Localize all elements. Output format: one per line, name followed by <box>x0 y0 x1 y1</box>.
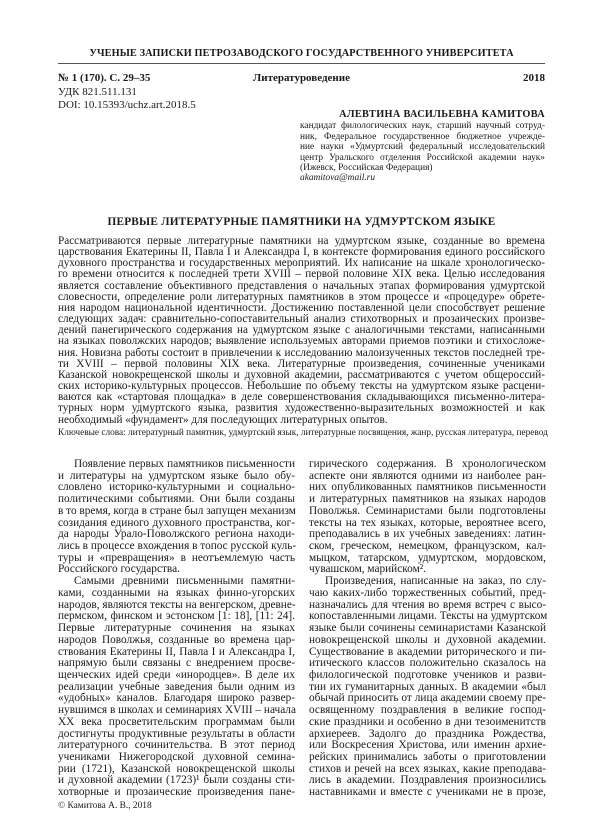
text-line: следующих задач: сравнительно-сопоставительный анализ стихотворных и прозаических произве- <box>58 313 545 326</box>
text-line: Существование в академии риторического и пи- <box>309 645 546 658</box>
text-line: словлено историко-культурными и социально- <box>58 481 295 494</box>
text-line: освященному поздравления в великие господ- <box>309 704 546 717</box>
text-line: в то время, когда в стране был запущен механизм <box>58 504 296 517</box>
text-line: Казанской новокрещенской школы и духовной академии, рассматриваются с учетом общероссий- <box>58 368 545 381</box>
text-line: новокрещенской школы и духовной академии. <box>309 633 546 646</box>
text-line: и духовной академии (1723)¹ были созданы сти- <box>58 774 295 787</box>
keywords: Ключевые слова: литературный памятник, удмуртский язык, литературные посвящения, жанр, русская литература, перевод <box>58 428 548 438</box>
text-line: ния народом национальной идентичности. Достижению поставленной цели способствует решение <box>58 301 545 314</box>
text-line: аспекте они являются одними из наиболее ран- <box>309 469 546 482</box>
body-column-right <box>309 459 546 799</box>
text-line: туры и «превращения» в неотъемлемую часть <box>58 551 295 564</box>
text-line: созидания единого духовного пространства, ког- <box>58 516 295 529</box>
text-line: турных норм удмуртского языка, развития художественно-выразительных возможностей и как <box>58 402 545 415</box>
text-line: тии их гуманитарных данных. В академии «был <box>309 680 546 693</box>
text-line: да народы Урало-Поволжского региона находи- <box>58 528 295 541</box>
text-line: и литературы на удмуртском языке было обу- <box>58 469 295 482</box>
text-line: рии (1721), Казанской новокрещенской школы <box>58 762 295 775</box>
author-affiliation-line: ние науки «Удмуртский федеральный исследовательский <box>300 142 545 153</box>
text-line: лись в процессе вхождения в топос русской куль- <box>58 540 297 553</box>
text-line: ские праздники и особенно в дни тезоименитств <box>309 715 546 728</box>
author-affiliation-line: ник, Федеральное государственное бюджетное учрежде- <box>300 131 545 142</box>
text-line: Появление первых памятников письменности <box>74 458 295 470</box>
text-line: достигнуты продуктивные результаты в области <box>58 727 295 740</box>
text-line: ваются как «стартовая площадка» в деле совершенствования складывающихся письменно-литера- <box>58 391 545 404</box>
text-line: народов Поволжья, созданные во времена цар- <box>58 633 295 646</box>
issue-year: 2018 <box>523 72 545 84</box>
text-line: дений панегирического содержания на удмуртском языке с аналогичными текстами, написанными <box>58 324 545 337</box>
text-line: преподавались в их учебных заведениях: латин- <box>309 528 546 541</box>
text-line: ния. Новизна работы состоит в привлечении к исследованию малоизученных текстов последней тре- <box>58 346 545 359</box>
text-line: напрямую были связаны с внедрением просве- <box>58 657 295 670</box>
udk-code: УДК 821.511.131 <box>58 86 137 98</box>
text-line: народов, являются тексты на венгерском, древне- <box>58 598 296 611</box>
text-line: нувшимся в школах и семинариях XVIII – начала <box>58 704 296 717</box>
text-line: реализации учебные заведения были одним из <box>58 680 295 693</box>
text-line: обычай приносить от лица академии своему пре- <box>309 692 546 705</box>
doi: DOI: 10.15393/uchz.art.2018.5 <box>58 99 196 111</box>
text-line: Произведения, написанные на заказ, по слу- <box>325 575 546 588</box>
author-email[interactable]: akamitova@mail.ru <box>300 173 376 184</box>
text-line: или Воскресения Христова, или именин архие- <box>309 739 546 752</box>
text-line: на языках поволжских народов; выявление используемых авторами приемов поэтики и стихосложе- <box>58 335 545 348</box>
text-line: политическими событиями. Они были созданы <box>58 493 295 506</box>
text-line: чаю каких-либо торжественных событий, пред- <box>309 586 546 599</box>
text-line: пермском, финском и эстонском [1: 18], [11: 24]. <box>58 610 295 623</box>
text-line: Поволжья. Семинаристами были подготовлены <box>309 504 546 517</box>
text-line: «удобных» каналов. Благодаря широко развер- <box>58 692 295 705</box>
text-line: тексты на тех языках, которые, вероятнее всего, <box>309 516 546 529</box>
text-line: чувашском, марийском². <box>309 563 426 576</box>
text-line: ками, созданными на языках финно-угорских <box>58 586 295 599</box>
article-title: ПЕРВЫЕ ЛИТЕРАТУРНЫЕ ПАМЯТНИКИ НА УДМУРТСКОМ ЯЗЫКЕ <box>107 216 496 228</box>
text-line: литературного сочинительства. В этот период <box>58 739 295 752</box>
text-line: необходимый «фундамент» для последующих литературных опытов. <box>58 413 388 426</box>
text-line: XX века просветительским программам были <box>58 715 295 728</box>
section-name: Литературоведение <box>253 72 350 84</box>
text-line: хотворные и прозаические произведения пане- <box>58 786 295 799</box>
text-line: гирического содержания. В хронологическом <box>309 458 546 470</box>
text-line: рейских принимались заботы о приготовлении <box>309 750 546 763</box>
header-rule <box>58 63 545 64</box>
journal-title: УЧЕНЫЕ ЗАПИСКИ ПЕТРОЗАВОДСКОГО ГОСУДАРСТВЕННОГО УНИВЕРСИТЕТА <box>89 48 514 59</box>
issue-line <box>58 72 545 84</box>
copyright: © Камитова А. В., 2018 <box>58 801 152 811</box>
abstract <box>58 236 545 426</box>
body-column-left <box>58 459 295 799</box>
text-line: них опубликованных памятников письменности <box>309 481 546 494</box>
author-block <box>300 110 545 184</box>
text-line: филологической подготовке учеников и разви- <box>309 668 546 681</box>
text-line: и литературных памятников на языках народов <box>309 493 546 506</box>
text-line: щенческих идей среди «инородцев». В деле их <box>58 668 295 681</box>
text-line: Самыми древними письменными памятни- <box>74 575 295 588</box>
text-line: является составление объективного представления о начальных этапах формирования удмуртской <box>58 279 545 292</box>
text-line: Первые литературные сочинения на языках <box>58 622 295 635</box>
text-line: итического классов положительно сказалось на <box>309 657 546 670</box>
text-line: учениками Нижегородской духовной семина- <box>58 750 295 763</box>
text-line: Российского государства. <box>58 563 180 576</box>
issue-pages: № 1 (170). С. 29–35 <box>58 72 151 84</box>
author-affiliation-line: кандидат филологических наук, старший научный сотруд- <box>300 121 545 132</box>
author-affiliation-line: (Ижевск, Российская Федерация) <box>300 163 433 174</box>
text-line: стихов и речей на всех языках, какие преподава- <box>309 762 546 775</box>
text-line: мыцком, татарском, удмуртском, мордовском, <box>309 551 546 564</box>
text-line: копоставленными лицами. Тексты на удмуртском <box>309 610 548 623</box>
text-line: архиереев. Задолго до праздника Рождества, <box>309 727 546 740</box>
text-line: назначались для чтения во время встреч с высо- <box>309 598 546 611</box>
text-line: словесности, определение роли литературных памятников в этом процессе и «процедуре» обрете- <box>58 290 545 303</box>
text-line: Рассматриваются первые литературные памятники на удмуртском языке, созданные во времена <box>58 235 545 247</box>
text-line: ти XVIII – первой половины XIX века. Литературные произведения, сочиненные учениками <box>58 357 545 370</box>
text-line: наставниками и вместе с учениками не в прозе, <box>309 786 546 799</box>
text-line: ском, греческом, немецком, французском, кал- <box>309 540 546 553</box>
text-line: царствования Екатерины II, Павла I и Александра I, в контексте формирования единого российского <box>58 246 545 259</box>
text-line: го времени относится к последней трети XVIII – первой половине XIX века. Целью исследования <box>58 268 545 281</box>
text-line: духовного пространства и государственных мероприятий. Их написание на шкале хронологическо- <box>58 257 545 270</box>
text-line: ствования Екатерины II, Павла I и Александра I, <box>58 645 295 658</box>
text-line: лись в академии. Поздравления произносились <box>309 774 546 787</box>
author-affiliation-line: центр Уральского отделения Российской академии наук» <box>300 152 545 163</box>
text-line: ских историко-культурных процессов. Небольшие по объему тексты на удмуртском языке расцени- <box>58 380 545 393</box>
text-line: языке были сочинены семинаристами Казанской <box>309 622 546 635</box>
author-name: АЛЕВТИНА ВАСИЛЬЕВНА КАМИТОВА <box>339 109 545 120</box>
